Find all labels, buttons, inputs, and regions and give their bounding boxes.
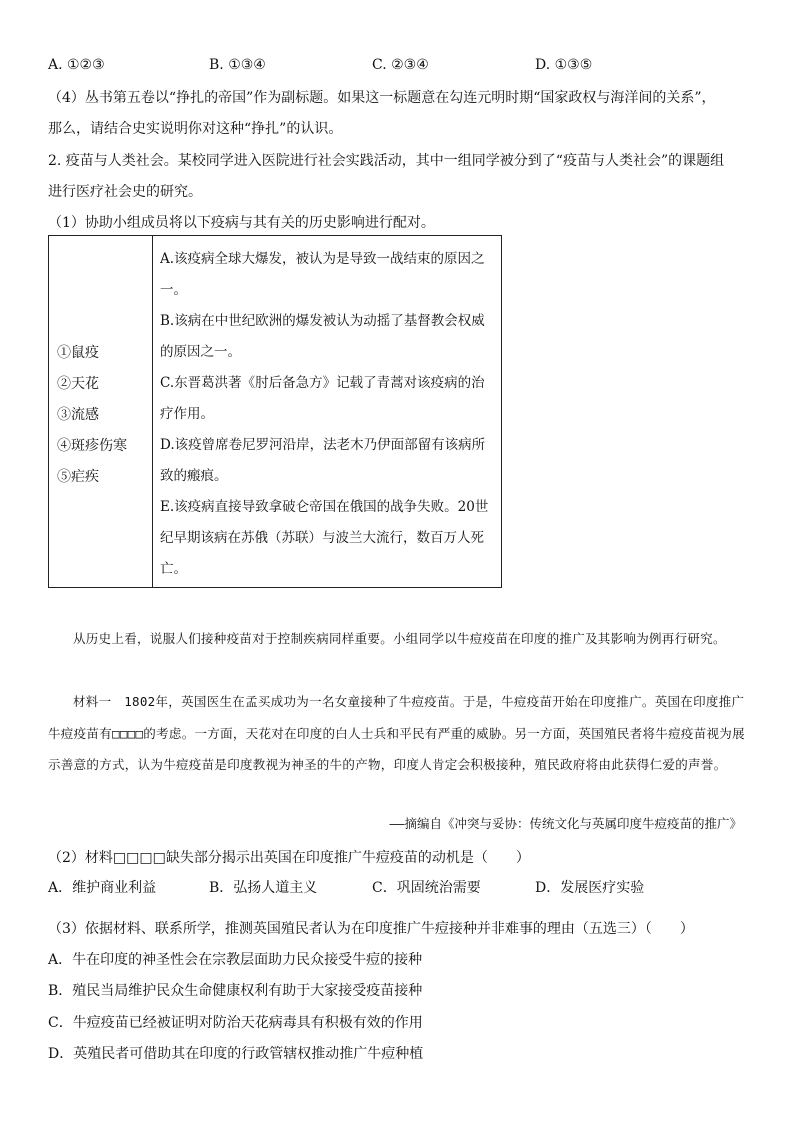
option-a: A. ①②③ [48,57,105,73]
material-source: ——摘编自《冲突与妥协：传统文化与英属印度牛痘疫苗的推广》 [389,816,742,831]
subquestion-2: （2）材料□□□□缺失部分揭示出英国在印度推广牛痘疫苗的动机是（ ） [48,850,530,866]
effect-list [160,244,490,585]
option-d: D. ①③⑤ [535,57,593,73]
disease-list [57,338,127,493]
effect-item: A.该疫病全球大爆发，被认为是导致一战结束的原因之一。 [160,251,485,298]
effect-item: E.该疫病直接导致拿破仑帝国在俄国的战争失败。20世纪早期该病在苏俄（苏联）与波兰大流行，数百万人死亡。 [160,499,489,577]
disease-item: ②天花 [57,376,99,392]
pairing-table [48,235,502,588]
disease-item: ④斑疹伤寒 [57,438,127,454]
question-2-intro-line-1: 2. 疫苗与人类社会。某校同学进入医院进行社会实践活动，其中一组同学被分到了“疫苗与人类社会”的课题组 [48,153,725,169]
disease-item: ①鼠疫 [57,345,99,361]
subquestion-3: （3）依据材料、联系所学，推测英国殖民者认为在印度推广牛痘接种并非难事的理由（五选三）（ ） [48,921,694,937]
disease-item: ⑤疟疾 [57,469,99,485]
option-c: C. ②③④ [372,57,429,73]
subquestion-1: （1）协助小组成员将以下疫病与其有关的历史影响进行配对。 [48,215,435,231]
material-one: 材料一 1802年，英国医生在孟买成功为一名女童接种了牛痘疫苗。于是，牛痘疫苗开始在印度推广。英国在印度推广牛痘疫苗有□□□□的考虑。一方面，天花对在印度的白人士兵和平民有严重的威胁。另一方面，英国殖民者将牛痘疫苗视为展示善意的方式，认为牛痘疫苗是印度教视为神圣的牛的产物，印度人肯定会积极接种，殖民政府将由此获得仁爱的声誉。 [48,694,745,772]
subq3-option: A．牛在印度的神圣性会在宗教层面助力民众接受牛痘的接种 [48,952,423,968]
subq2-option-b: B．弘扬人道主义 [209,880,318,896]
material-intro: 从历史上看，说服人们接种疫苗对于控制疾病同样重要。小组同学以牛痘疫苗在印度的推广及其影响为例再行研究。 [73,631,726,646]
effect-item: B.该病在中世纪欧洲的爆发被认为动摇了基督教会权威的原因之一。 [160,313,485,360]
subq2-option-d: D．发展医疗实验 [535,880,645,896]
subq3-option: B．殖民当局维护民众生命健康权利有助于大家接受疫苗接种 [48,983,423,999]
subq3-option: C．牛痘疫苗已经被证明对防治天花病毒具有积极有效的作用 [48,1015,423,1031]
subq2-option-a: A．维护商业利益 [48,880,157,896]
question-4-line-2: 那么，请结合史实说明你对这种“挣扎”的认识。 [48,121,343,137]
effect-item: C.东晋葛洪著《肘后备急方》记载了青蒿对该疫病的治疗作用。 [160,375,485,422]
option-b: B. ①③④ [209,57,266,73]
effect-item: D.该疫曾席卷尼罗河沿岸，法老木乃伊面部留有该病所致的瘢痕。 [160,437,486,484]
disease-item: ③流感 [57,407,99,423]
subq2-option-c: C．巩固统治需要 [372,880,481,896]
subq3-option: D．英殖民者可借助其在印度的行政管辖权推动推广牛痘种植 [48,1046,424,1062]
question-4-line-1: （4）丛书第五卷以“挣扎的帝国”作为副标题。如果这一标题意在勾连元明时期“国家政权与海洋间的关系”， [48,90,716,106]
question-2-intro-line-2: 进行医疗社会史的研究。 [48,184,202,200]
table-divider [152,236,153,587]
